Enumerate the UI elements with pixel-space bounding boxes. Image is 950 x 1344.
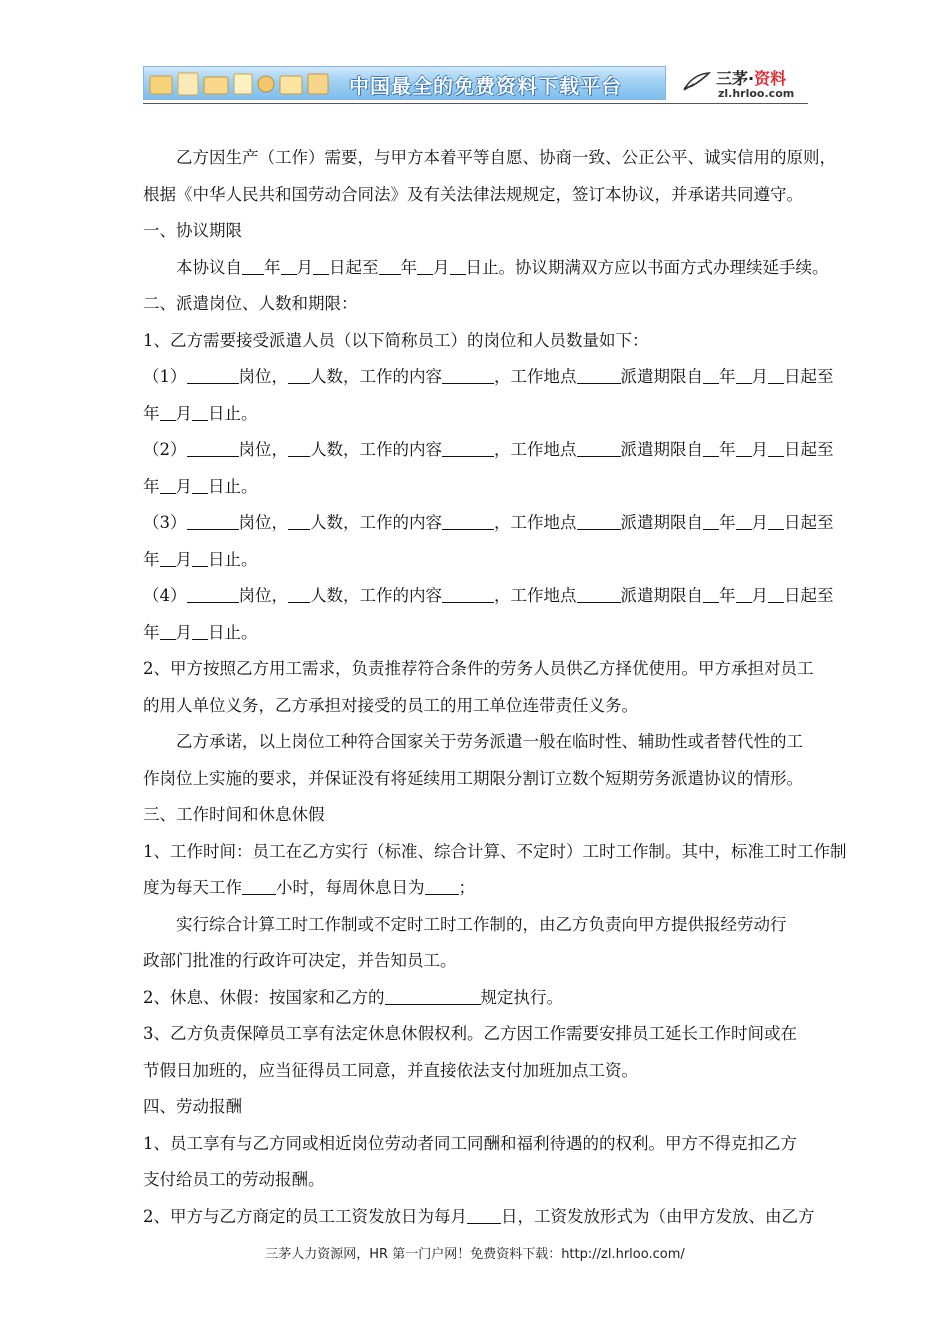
blank-month[interactable] (736, 584, 752, 603)
blank-month[interactable] (736, 365, 752, 384)
blank-location[interactable] (577, 584, 621, 603)
clause-3-2: 2、休息、休假：按国家和乙方的 规定执行。 (143, 987, 563, 1007)
clause-3-1-line-1: 1、工作时间：员工在乙方实行（标准、综合计算、不定时）工时工作制。其中，标准工时工作制 (143, 841, 847, 861)
blank-day[interactable] (768, 584, 784, 603)
post-item-line-1b: 年 月 日止。 (143, 403, 258, 423)
blank-year[interactable] (703, 584, 719, 603)
blank-day[interactable] (192, 475, 208, 494)
post-item-line-4b: 年 月 日止。 (143, 622, 258, 642)
blank-month[interactable] (160, 475, 176, 494)
section-heading-hours: 三、工作时间和休息休假 (143, 805, 325, 824)
blank-year[interactable] (379, 256, 401, 275)
commitment-line-1: 乙方承诺，以上岗位工种符合国家关于劳务派遣一般在临时性、辅助性或者替代性的工 (176, 732, 803, 751)
page-footer: 三茅人力资源网，HR 第一门户网！免费资料下载：http://zl.hrloo.com/ (265, 1247, 685, 1262)
banner-title: 中国最全的免费资料下载平台 (349, 74, 622, 98)
header-divider (143, 103, 808, 104)
blank-month[interactable] (281, 256, 297, 275)
clause-2-2-line-2: 的用人单位义务，乙方承担对接受的员工的用工单位连带责任义务。 (143, 695, 638, 715)
clause-2-2-line-1: 2、甲方按照乙方用工需求，负责推荐符合条件的劳务人员供乙方择优使用。甲方承担对员工 (143, 659, 814, 678)
banner-illustration (148, 70, 333, 98)
blank-day[interactable] (192, 548, 208, 567)
blank-month[interactable] (417, 256, 433, 275)
blank-day[interactable] (768, 438, 784, 457)
blank-post[interactable] (187, 438, 239, 457)
blank-day[interactable] (313, 256, 329, 275)
blank-day[interactable] (768, 365, 784, 384)
blank-day[interactable] (768, 511, 784, 530)
blank-day[interactable] (450, 256, 466, 275)
quill-icon (682, 70, 712, 92)
post-item-line-2: （2） 岗位， 人数，工作的内容 ，工作地点 派遣期限自 年 月 日起至 (143, 440, 834, 459)
blank-post[interactable] (187, 365, 239, 384)
hours-note-line-2: 政部门批准的行政许可决定，并告知员工。 (143, 951, 457, 970)
header-banner (143, 66, 666, 100)
blank-day[interactable] (192, 621, 208, 640)
clause-2-1: 1、乙方需要接受派遣人员（以下简称员工）的岗位和人员数量如下： (143, 330, 649, 350)
paragraph-intro-line-2: 根据《中华人民共和国劳动合同法》及有关法律法规规定，签订本协议，并承诺共同遵守。 (143, 184, 803, 204)
hours-note-line-1: 实行综合计算工时工作制或不定时工时工作制的，由乙方负责向甲方提供报经劳动行 (176, 914, 787, 934)
post-item-line-3: （3） 岗位， 人数，工作的内容 ，工作地点 派遣期限自 年 月 日起至 (143, 513, 834, 532)
blank-pay-day[interactable] (467, 1205, 501, 1224)
logo-url: zl.hrloo.com (718, 87, 795, 100)
blank-month[interactable] (736, 438, 752, 457)
clause-3-3-line-1: 3、乙方负责保障员工享有法定休息休假权利。乙方因工作需要安排员工延长工作时间或在 (143, 1024, 797, 1043)
post-item-line-3b: 年 月 日止。 (143, 549, 258, 569)
blank-hours[interactable] (242, 876, 276, 895)
blank-regulation[interactable] (385, 986, 481, 1005)
blank-year[interactable] (703, 365, 719, 384)
blank-year[interactable] (703, 511, 719, 530)
commitment-line-2: 作岗位上实施的要求，并保证没有将延续用工期限分割订立数个短期劳务派遣协议的情形。 (143, 768, 803, 788)
blank-year[interactable] (703, 438, 719, 457)
blank-month[interactable] (160, 621, 176, 640)
post-item-line-1: （1） 岗位， 人数，工作的内容 ，工作地点 派遣期限自 年 月 日起至 (143, 367, 834, 386)
blank-location[interactable] (577, 438, 621, 457)
blank-day[interactable] (192, 402, 208, 421)
blank-content[interactable] (442, 584, 494, 603)
blank-post[interactable] (187, 584, 239, 603)
blank-headcount[interactable] (288, 511, 310, 530)
section-heading-term: 一、协议期限 (143, 221, 242, 240)
blank-rest-day[interactable] (425, 876, 459, 895)
blank-month[interactable] (736, 511, 752, 530)
document-body (143, 140, 847, 1235)
term-clause: 本协议自 年 月 日起至 年 月 日止。协议期满双方应以书面方式办理续延手续。 (176, 257, 829, 277)
site-logo[interactable] (680, 64, 808, 104)
blank-headcount[interactable] (288, 584, 310, 603)
blank-month[interactable] (160, 402, 176, 421)
blank-content[interactable] (442, 511, 494, 530)
blank-content[interactable] (442, 365, 494, 384)
post-item-line-4: （4） 岗位， 人数，工作的内容 ，工作地点 派遣期限自 年 月 日起至 (143, 586, 834, 605)
clause-4-1-line-1: 1、员工享有与乙方同或相近岗位劳动者同工同酬和福利待遇的的权利。甲方不得克扣乙方 (143, 1133, 797, 1153)
section-heading-pay: 四、劳动报酬 (143, 1097, 242, 1116)
post-item-line-2b: 年 月 日止。 (143, 476, 258, 496)
blank-month[interactable] (160, 548, 176, 567)
blank-headcount[interactable] (288, 365, 310, 384)
blank-location[interactable] (577, 365, 621, 384)
clause-3-1-line-2: 度为每天工作 小时，每周休息日为 ； (143, 878, 475, 897)
blank-headcount[interactable] (288, 438, 310, 457)
blank-post[interactable] (187, 511, 239, 530)
clause-4-2-line-1: 2、甲方与乙方商定的员工工资发放日为每月 日，工资发放形式为（由甲方发放、由乙方 (143, 1206, 815, 1226)
paragraph-intro-line-1: 乙方因生产（工作）需要，与甲方本着平等自愿、协商一致、公正公平、诚实信用的原则， (176, 148, 836, 167)
clause-4-1-line-2: 支付给员工的劳动报酬。 (143, 1170, 325, 1189)
clause-3-3-line-2: 节假日加班的，应当征得员工同意，并直接依法支付加班加点工资。 (143, 1060, 638, 1080)
blank-location[interactable] (577, 511, 621, 530)
blank-year[interactable] (242, 256, 264, 275)
section-heading-posts: 二、派遣岗位、人数和期限： (143, 294, 358, 313)
logo-brand: 三茅·资料 (716, 69, 787, 88)
blank-content[interactable] (442, 438, 494, 457)
